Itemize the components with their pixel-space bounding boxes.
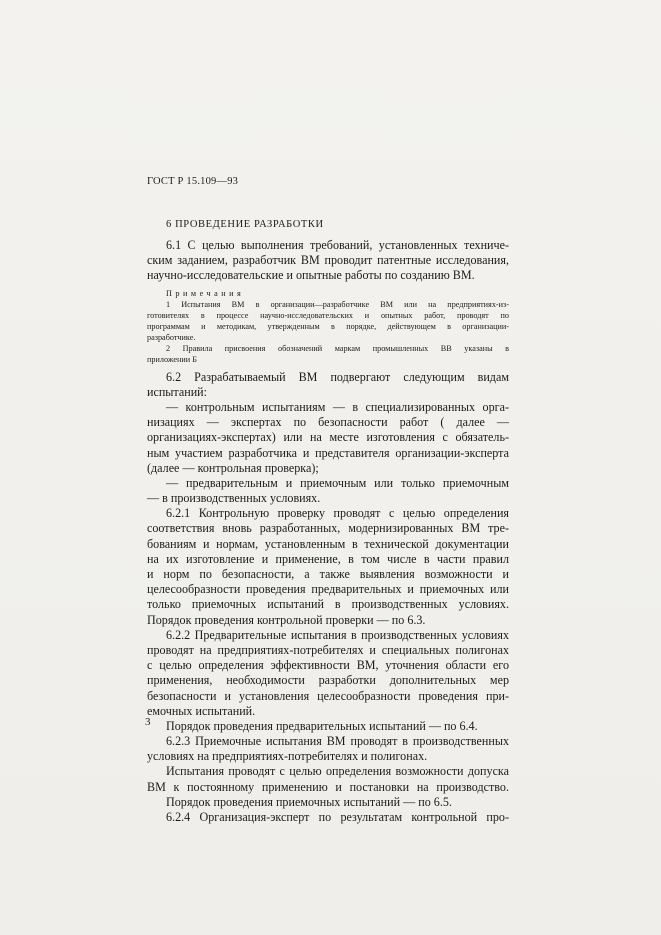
text-line: ским заданием, разработчик ВМ проводит патентные исследования, bbox=[147, 253, 509, 268]
page-number: 3 bbox=[145, 716, 151, 728]
text-line: ным участием разработчика и представителя организации-эксперта bbox=[147, 445, 509, 460]
text-line: применения, необходимости разработки дополнительных мер bbox=[147, 673, 509, 688]
text-line: проводят на предприятиях-потребителях и специальных полигонах bbox=[147, 642, 509, 657]
text-line: организациях-экспертах) или на месте изготовления с обязатель- bbox=[147, 430, 509, 445]
text-line: разработчике. bbox=[147, 332, 196, 342]
text-line: 6.2 Разрабатываемый ВМ подвергают следующим видам bbox=[166, 369, 509, 384]
text-line: приложении Б bbox=[147, 354, 197, 364]
text-line: — в производственных условиях. bbox=[147, 491, 321, 506]
text-line: ВМ к постоянному применению и постановки на производство. bbox=[147, 779, 509, 794]
text-line: готовителях в процессе научно-исследовательских и опытных работ, проводят по bbox=[147, 310, 509, 320]
text-line: емочных испытаний. bbox=[147, 703, 256, 718]
text-lines bbox=[147, 238, 509, 825]
text-line: — контрольным испытаниям — в специализированных орга- bbox=[166, 399, 509, 414]
document-code-header: ГОСТ Р 15.109—93 bbox=[147, 176, 239, 187]
text-line: 6.2.2 Предварительные испытания в производственных условиях bbox=[166, 627, 509, 642]
text-line: Порядок проведения контрольной проверки — по 6.3. bbox=[147, 612, 426, 627]
text-line: Испытания проводят с целью определения возможности допуска bbox=[166, 764, 509, 779]
text-line: — предварительным и приемочным или только приемочным bbox=[166, 475, 509, 490]
text-line: целесообразности проведения предварительных и приемочных или bbox=[147, 582, 509, 597]
text-line: безопасности и установления целесообразности проведения при- bbox=[147, 688, 509, 703]
document-body bbox=[147, 238, 509, 825]
text-line: 6.2.1 Контрольную проверку проводят с целью определения bbox=[166, 506, 509, 521]
text-line: соответствия вновь разработанных, модернизированных ВМ тре- bbox=[147, 521, 509, 536]
text-line: научно-исследовательские и опытные работы по созданию ВМ. bbox=[147, 268, 475, 283]
text-line: и норм по безопасности, а также выявления возможности и bbox=[147, 567, 509, 581]
text-line: испытаний: bbox=[147, 384, 208, 399]
text-line: Порядок проведения приемочных испытаний — по 6.5. bbox=[166, 794, 452, 809]
text-line: с целью определения эффективности ВМ, уточнения области его bbox=[147, 658, 509, 673]
text-line: только приемочных испытаний в производственных условиях. bbox=[147, 597, 509, 612]
text-line: Порядок проведения предварительных испытаний — по 6.4. bbox=[166, 718, 478, 733]
section-title: 6 ПРОВЕДЕНИЕ РАЗРАБОТКИ bbox=[166, 219, 324, 230]
text-line: низациях — экспертах по безопасности работ ( далее — bbox=[147, 415, 509, 430]
text-line: 1 Испытания ВМ в организации—разработчике ВМ или на предприятиях-из- bbox=[166, 299, 509, 309]
text-line: (далее — контрольная проверка); bbox=[147, 460, 319, 475]
text-line: программам и методикам, утвержденным в порядке, действующем в организации- bbox=[147, 321, 509, 331]
text-line: 6.2.3 Приемочные испытания ВМ проводят в производственных bbox=[166, 734, 509, 749]
text-line: условиях на предприятиях-потребителях и полигонах. bbox=[147, 749, 428, 764]
text-line: бованиям и нормам, установленным в технической документации bbox=[147, 536, 509, 551]
text-line: на их изготовление и применение, в том числе в части правил bbox=[147, 551, 509, 566]
text-line: 6.1 С целью выполнения требований, установленных техниче- bbox=[166, 238, 509, 252]
text-line: 6.2.4 Организация-эксперт по результатам контрольной про- bbox=[166, 810, 509, 824]
text-line: 2 Правила присвоения обозначений маркам промышленных ВВ указаны в bbox=[166, 343, 509, 353]
text-line: Примечания bbox=[166, 288, 245, 298]
